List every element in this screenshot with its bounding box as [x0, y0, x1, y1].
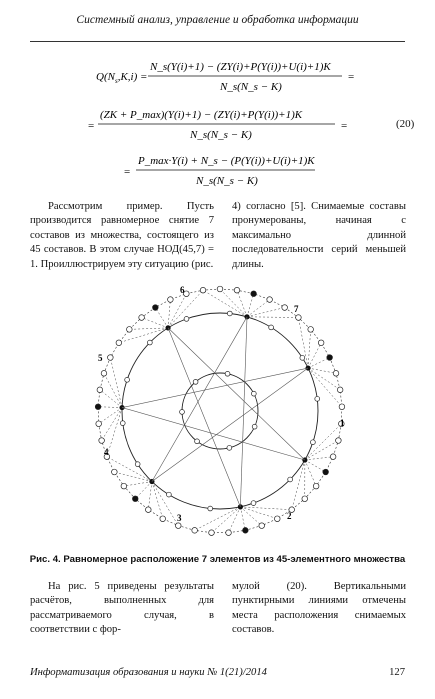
- outer-node: [217, 286, 223, 292]
- fan-line: [247, 294, 254, 317]
- fan-line: [110, 358, 122, 408]
- fan-line: [308, 329, 311, 368]
- outer-node: [200, 287, 206, 293]
- fan-line: [155, 308, 168, 328]
- fan-line: [247, 300, 270, 317]
- outer-node: [337, 387, 343, 393]
- middle-open-node: [310, 440, 315, 445]
- fan-line: [124, 481, 152, 486]
- outer-node: [282, 305, 288, 311]
- fan-line: [308, 358, 330, 369]
- position-label-2: 2: [287, 511, 292, 521]
- fan-line: [220, 289, 247, 317]
- selected-outer-node: [251, 291, 257, 297]
- middle-open-node: [135, 462, 140, 467]
- fan-line: [240, 507, 277, 519]
- fan-line: [292, 460, 305, 510]
- inner-circle: [182, 373, 258, 449]
- para2-left-column: [30, 580, 214, 638]
- middle-open-node: [166, 492, 171, 497]
- outer-node: [234, 287, 240, 293]
- eq-num3: P_max·Y(i) + N_s − (P(Y(i))+U(i)+1)K: [138, 155, 315, 167]
- outer-node: [96, 421, 102, 427]
- middle-open-node: [125, 377, 130, 382]
- outer-node: [330, 454, 336, 460]
- figure-diagram: [70, 283, 370, 543]
- equation-number: (20): [396, 118, 415, 130]
- middle-open-node: [269, 325, 274, 330]
- inner-node: [251, 391, 256, 396]
- selected-outer-node: [327, 355, 333, 361]
- outer-node: [192, 528, 198, 534]
- fan-line: [104, 373, 122, 407]
- inner-node: [180, 410, 185, 415]
- equation-svg: [0, 50, 435, 190]
- outer-node: [116, 340, 122, 346]
- fan-line: [237, 290, 247, 317]
- fan-line: [247, 317, 298, 318]
- fan-line: [135, 481, 152, 498]
- fan-line: [168, 300, 170, 328]
- middle-open-node: [300, 355, 305, 360]
- fan-line: [247, 308, 285, 317]
- eq-num1: N_s(Y(i)+1) − (ZY(i)+P(Y(i))+U(i)+1)K: [150, 61, 331, 73]
- inner-node: [195, 439, 200, 444]
- fan-line: [100, 390, 122, 408]
- middle-open-node: [147, 340, 152, 345]
- selected-outer-node: [153, 305, 159, 311]
- outer-node: [336, 438, 342, 444]
- chord-line: [122, 368, 308, 408]
- outer-node: [296, 315, 302, 321]
- outer-node: [127, 327, 133, 333]
- middle-node: [305, 365, 310, 370]
- fan-line: [195, 507, 241, 530]
- outer-node: [302, 496, 308, 502]
- fan-line: [305, 460, 326, 472]
- outer-node: [259, 523, 265, 529]
- fan-line: [148, 481, 152, 509]
- middle-open-node: [288, 477, 293, 482]
- outer-node: [99, 438, 105, 444]
- middle-open-node: [251, 501, 256, 506]
- eq-eq4: =: [124, 166, 131, 178]
- eq-lhs: $Q(N_s,K,i)$ =: [96, 71, 148, 85]
- para2-right-column: [232, 580, 406, 638]
- outer-node: [318, 340, 324, 346]
- outer-node: [308, 327, 314, 333]
- inner-node: [225, 371, 230, 376]
- eq-den2: N_s(N_s − K): [190, 129, 252, 141]
- footer-journal: Информатизация образования и науки № 1(21)/2014: [30, 667, 267, 678]
- eq-eq1: =: [348, 71, 355, 83]
- middle-open-node: [208, 506, 213, 511]
- position-label-6: 6: [180, 285, 185, 295]
- position-label-1: 1: [340, 418, 345, 428]
- chord-line: [168, 328, 240, 507]
- fan-line: [119, 328, 168, 343]
- outer-node: [274, 516, 280, 522]
- outer-node: [267, 297, 273, 303]
- page-footer: [30, 667, 405, 678]
- outer-node: [209, 530, 215, 536]
- outer-node: [168, 297, 174, 303]
- para2-left-text: На рис. 5 приведены результаты расчётов, выполненных для рассматриваемого случая, в соответствии с фор-: [30, 581, 214, 636]
- selected-outer-node: [95, 404, 101, 410]
- para1-left-text: Рассмотрим пример. Пусть производится равномерное снятие 7 составов из множества, состоящего из 45 составов. В этом случае НОД(45,7) = 1. Проиллюстрируем эту ситуацию (рис.: [30, 201, 214, 270]
- outer-node: [139, 315, 145, 321]
- eq-den1: N_s(N_s − K): [220, 81, 282, 93]
- fan-line: [305, 460, 316, 486]
- running-header: [0, 0, 435, 42]
- position-label-5: 5: [98, 353, 103, 363]
- outer-node: [226, 530, 232, 536]
- eq-den3: N_s(N_s − K): [196, 175, 258, 187]
- outer-node: [112, 469, 118, 475]
- para2-right-text: мулой (20). Вертикальными пунктирными линиями отмечены места расположения снимаемых составов.: [232, 581, 406, 636]
- fan-line: [211, 507, 240, 533]
- outer-node: [313, 483, 319, 489]
- middle-open-node: [120, 421, 125, 426]
- fan-line: [129, 328, 168, 329]
- figure-caption: Рис. 4. Равномерное расположение 7 элементов из 45-элементного множества: [29, 554, 406, 565]
- outer-node: [121, 483, 127, 489]
- fan-line: [305, 457, 333, 460]
- outer-node: [175, 523, 181, 529]
- header-rule: [30, 41, 405, 42]
- fan-line: [107, 408, 122, 457]
- middle-open-node: [184, 317, 189, 322]
- selected-outer-node: [323, 469, 329, 475]
- chord-line: [240, 317, 247, 507]
- fan-line: [308, 343, 321, 368]
- outer-node: [339, 404, 345, 410]
- selected-outer-node: [132, 496, 138, 502]
- inner-node: [227, 445, 232, 450]
- position-label-7: 7: [294, 304, 299, 314]
- inner-node: [193, 379, 198, 384]
- para1-right-text: 4) согласно [5]. Снимаемые составы пронумерованы, начиная с максимально длинной последовательности серий меньшей длины.: [232, 201, 406, 270]
- middle-open-node: [227, 311, 232, 316]
- outer-node: [160, 516, 166, 522]
- eq-num2: (ZK + P_max)(Y(i)+1) − (ZY(i)+P(Y(i))+1)K: [100, 109, 303, 121]
- para1-left-column: [30, 200, 214, 272]
- chord-line: [152, 317, 247, 482]
- fan-line: [229, 507, 241, 533]
- outer-node: [333, 370, 339, 376]
- header-title: Системный анализ, управление и обработка информации: [76, 14, 359, 26]
- figure-4: [70, 283, 370, 543]
- position-label-3: 3: [177, 513, 182, 523]
- outer-node: [108, 355, 114, 361]
- equation-block: [0, 50, 435, 190]
- middle-open-node: [315, 396, 320, 401]
- eq-eq2: =: [88, 120, 95, 132]
- page-number: 127: [389, 667, 405, 678]
- fan-line: [99, 408, 122, 424]
- position-label-4: 4: [104, 447, 109, 457]
- selected-outer-node: [243, 528, 249, 534]
- fan-line: [142, 318, 168, 328]
- para1-right-column: [232, 200, 406, 272]
- chord-line: [152, 368, 308, 481]
- outer-node: [97, 387, 103, 393]
- eq-eq3: =: [341, 120, 348, 132]
- outer-node: [101, 370, 107, 376]
- fan-line: [102, 408, 122, 441]
- outer-node: [145, 507, 151, 513]
- inner-node: [252, 424, 257, 429]
- fan-line: [98, 407, 122, 408]
